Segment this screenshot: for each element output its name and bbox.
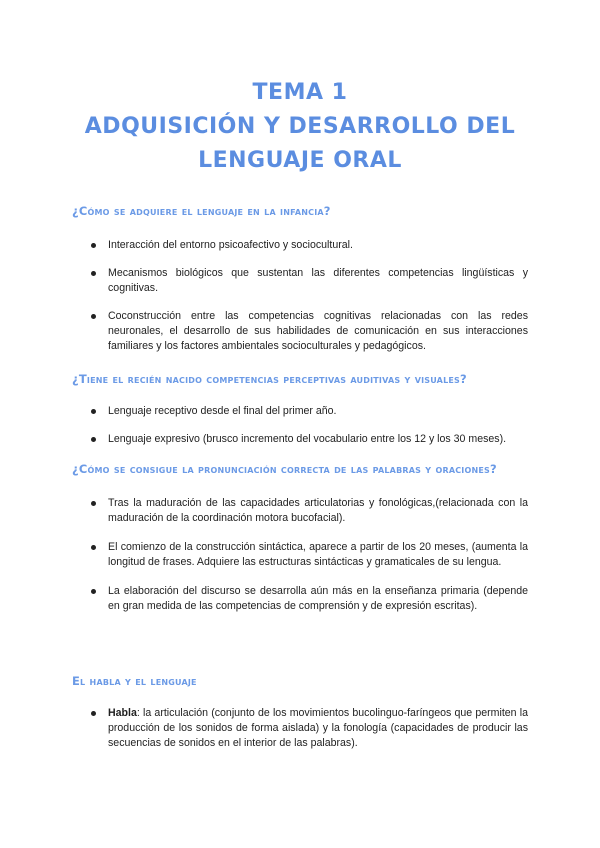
- section-heading-2: ¿Tiene el recién nacido competencias perceptivas auditivas y visuales?: [72, 372, 467, 386]
- section-1-list: [108, 238, 528, 354]
- document-title: [0, 76, 600, 178]
- list-item: Lenguaje expresivo (brusco incremento del vocabulario entre los 12 y los 30 meses).: [108, 432, 528, 447]
- section-heading-3: ¿Cómo se consigue la pronunciación correcta de las palabras y oraciones?: [72, 462, 497, 476]
- section-2-list: [108, 404, 528, 447]
- list-item: La elaboración del discurso se desarrolla aún más en la enseñanza primaria (depende en gran medida de las competencias de comprensión y de expresión escritas).: [108, 585, 528, 612]
- list-item: Interacción del entorno psicoafectivo y sociocultural.: [108, 238, 528, 253]
- list-item: [108, 706, 528, 751]
- list-item: El comienzo de la construcción sintáctica, aparece a partir de los 20 meses, (aumenta la longitud de frases. Adquiere las estructuras sintácticas y gramaticales de su lengua.: [108, 541, 528, 568]
- list-item: Coconstrucción entre las competencias cognitivas relacionadas con las redes neuronales, el desarrollo de sus habilidades de comunicación en sus interacciones familiares y los factores ambientales socioculturales y pedagógicos.: [108, 310, 528, 352]
- list-item: Lenguaje receptivo desde el final del primer año.: [108, 404, 528, 419]
- section-heading-1: ¿Cómo se adquiere el lenguaje en la infancia?: [72, 204, 331, 218]
- title-line-2: ADQUISICIÓN Y DESARROLLO DEL: [84, 114, 516, 139]
- title-line-3: LENGUAJE ORAL: [198, 148, 402, 173]
- section-3-list: [108, 496, 528, 614]
- term-habla: Habla: [108, 707, 137, 719]
- term-definition: : la articulación (conjunto de los movimientos bucolinguo-faríngeos que permiten la producción de los sonidos de forma aislada) y la fonología (capacidades de producir las secuencias de sonidos en el interior de las palabras).: [108, 707, 528, 749]
- section-4-list: [108, 706, 528, 751]
- section-heading-4: El habla y el lenguaje: [72, 674, 197, 688]
- list-item: Tras la maduración de las capacidades articulatorias y fonológicas,(relacionada con la maduración de la coordinación motora bucofacial).: [108, 497, 528, 524]
- list-item: Mecanismos biológicos que sustentan las diferentes competencias lingüísticas y cognitivas.: [108, 267, 528, 294]
- title-line-1: TEMA 1: [252, 80, 348, 105]
